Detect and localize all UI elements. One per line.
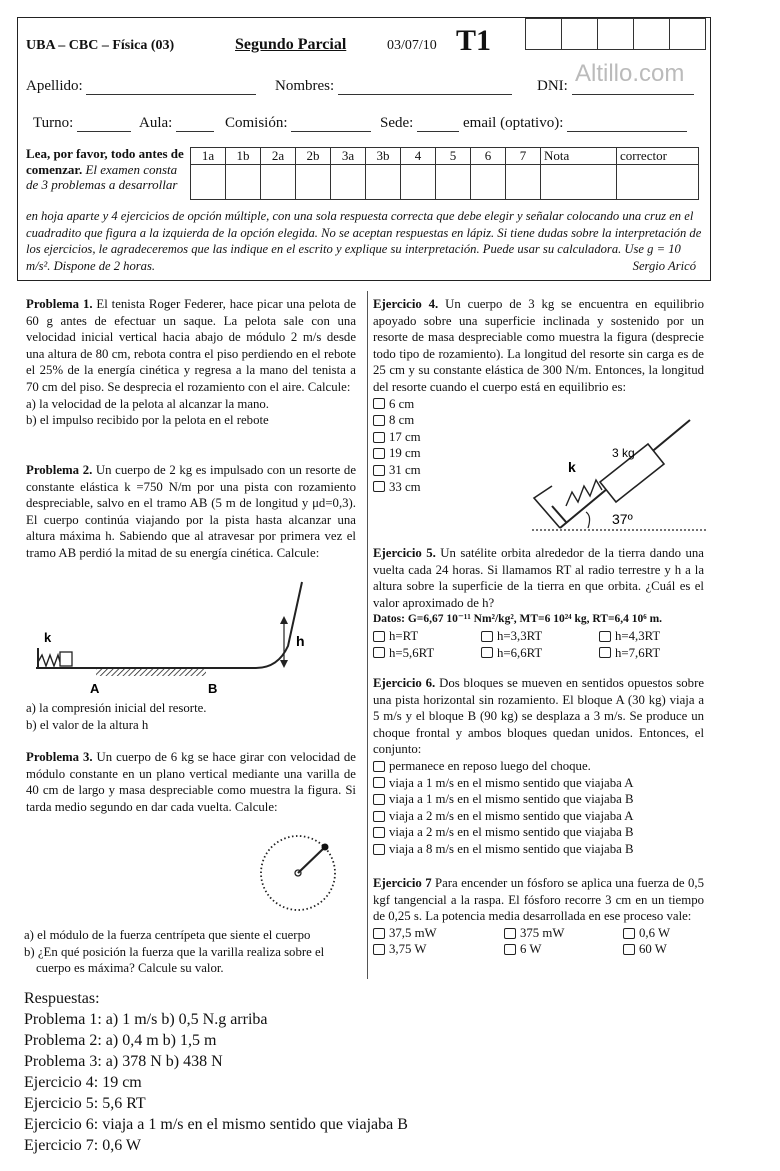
checkbox[interactable] (599, 647, 611, 658)
instructions-text (26, 208, 706, 274)
rough-segment-AB (96, 668, 206, 676)
grade-cell[interactable] (471, 165, 506, 200)
option-label: h=3,3RT (497, 628, 543, 643)
dni-field[interactable] (537, 78, 694, 95)
checkbox[interactable] (373, 944, 385, 955)
exercise-6-option[interactable] (373, 791, 704, 808)
problem-1-text: El tenista Roger Federer, hace picar una pelota de 60 g antes de efectuar un saque. La pelota sale con una velocidad inicial vertical hacia abajo de módulo 2 m/s desde una altura de 80 cm, rebota contra el piso perdiendo en el rebote el 25% de la energía cinética y regresa a la mano del tenista a 70 cm del piso. Se desprecia el rozamiento con el aire. Calcule: (26, 297, 357, 394)
option-label: h=4,3RT (615, 628, 661, 643)
problem-2-part-a: a) la compresión inicial del resorte. (26, 701, 207, 715)
checkbox[interactable] (623, 928, 635, 939)
checkbox[interactable] (373, 844, 385, 855)
sede-field[interactable] (380, 115, 459, 132)
exercise-4-text: Un cuerpo de 3 kg se encuentra en equilibrio apoyado sobre una superficie inclinada y sostenido por un resorte de masa despreciable como muestra la figura (desprecie todo tipo de rozamiento). La longitud del resorte sin carga es de 25 cm y su constante elástica de 300 N/m. Entonces, la longitud del resorte cuando el cuerpo está en equilibrio es: (373, 297, 705, 394)
comision-line[interactable] (291, 131, 371, 132)
checkbox[interactable] (373, 827, 385, 838)
spring-k-label: k (568, 459, 576, 475)
exercise-4-title: Ejercicio 4. (373, 297, 439, 311)
grade-cell[interactable] (366, 165, 401, 200)
exercise-5-option[interactable] (481, 628, 599, 645)
nombres-field[interactable] (275, 78, 512, 95)
checkbox[interactable] (373, 811, 385, 822)
checkbox[interactable] (504, 928, 516, 939)
checkbox[interactable] (373, 432, 385, 443)
exercise-5-title: Ejercicio 5. (373, 546, 436, 560)
course-name: UBA – CBC – Física (03) (26, 38, 175, 53)
angle-label: 37º (612, 511, 633, 527)
point-A-label: A (90, 681, 100, 696)
code-box[interactable] (597, 18, 633, 50)
grade-col-header: 1b (226, 148, 261, 165)
apellido-field[interactable] (26, 78, 256, 95)
author-name: Sergio Aricó (632, 258, 696, 273)
option-label: viaja a 1 m/s en el mismo sentido que viajaba B (389, 792, 634, 807)
aula-line[interactable] (176, 131, 214, 132)
option-label: 8 cm (389, 413, 415, 428)
exercise-6-option[interactable] (373, 808, 704, 825)
exercise-7-text: Para encender un fósforo se aplica una fuerza de 0,5 kgf tangencial a la raspa. El fósforo recorre 3 cm en un tiempo de 0,25 s. La potencia media desarrollada en ese proceso vale: (373, 876, 704, 924)
option-label: h=5,6RT (389, 645, 435, 660)
point-B-label: B (208, 681, 218, 696)
answer-line: Ejercicio 4: 19 cm (24, 1074, 142, 1091)
code-box[interactable] (525, 18, 561, 50)
answers-title: Respuestas: (24, 990, 100, 1007)
exercise-5-option[interactable] (373, 645, 481, 662)
block (60, 652, 72, 666)
spring (38, 655, 60, 666)
apellido-label: Apellido: (26, 78, 83, 94)
exercise-7-option[interactable] (373, 941, 504, 958)
exercise-7-option[interactable] (623, 941, 704, 958)
instructions-intro (26, 146, 184, 193)
exercise-5-option[interactable] (599, 645, 704, 662)
email-field[interactable] (463, 115, 687, 132)
grade-col-header: 6 (471, 148, 506, 165)
angle-arc (586, 512, 590, 528)
option-label: 6 cm (389, 396, 415, 411)
turno-line[interactable] (77, 131, 131, 132)
sede-label: Sede: (380, 115, 414, 131)
watermark-logo: Altillo.com (575, 60, 685, 87)
grade-col-header: 3b (366, 148, 401, 165)
grade-cell[interactable] (261, 165, 296, 200)
exercise-7-option[interactable] (373, 925, 504, 942)
problem-3 (26, 749, 356, 815)
grade-cell[interactable] (617, 165, 699, 200)
grade-table (190, 147, 699, 200)
answer-line: Ejercicio 6: viaja a 1 m/s en el mismo sentido que viajaba B (24, 1116, 408, 1133)
checkbox[interactable] (373, 481, 385, 492)
problem-1 (26, 296, 356, 429)
problem-2-part-b: b) el valor de la altura h (26, 717, 149, 732)
exercise-5-option[interactable] (373, 628, 481, 645)
problem-3-parts (24, 927, 360, 977)
exam-title: Segundo Parcial (235, 36, 347, 53)
exercise-7-option[interactable] (504, 941, 623, 958)
exam-topic: T1 (456, 24, 492, 57)
exercise-6-text: Dos bloques se mueven en sentidos opuestos sobre una pista horizontal sin rozamiento. El bloque A (30 kg) viaja a 5 m/s y el bloque B (90 kg) se desplaza a 3 m/s. Se produce un choque frontal y ambos bloques quedan unidos. Entonces, el conjunto: (373, 676, 705, 757)
height-h-label: h (296, 633, 305, 649)
checkbox[interactable] (373, 647, 385, 658)
exercise-5 (373, 545, 704, 661)
grade-entry-row (191, 165, 699, 200)
checkbox[interactable] (373, 631, 385, 642)
option-label: 3,75 W (389, 942, 427, 957)
nombres-label: Nombres: (275, 78, 335, 94)
problem-2-parts (26, 700, 356, 733)
code-box[interactable] (561, 18, 597, 50)
problem-1-part-b: b) el impulso recibido por la pelota en el rebote (26, 413, 269, 428)
height-arrow-bottom (280, 660, 288, 668)
track-diagram (26, 580, 326, 698)
code-box[interactable] (669, 18, 706, 50)
option-label: h=6,6RT (497, 645, 543, 660)
grade-col-header: Nota (541, 148, 617, 165)
answer-line: Ejercicio 7: 0,6 W (24, 1137, 141, 1154)
option-label: viaja a 8 m/s en el mismo sentido que viajaba B (389, 841, 634, 856)
rod (298, 848, 324, 873)
exercise-6-option[interactable] (373, 775, 704, 792)
grade-col-header: 3a (331, 148, 366, 165)
option-label: 31 cm (389, 462, 421, 477)
option-label: viaja a 2 m/s en el mismo sentido que viajaba B (389, 825, 634, 840)
checkbox[interactable] (373, 415, 385, 426)
exercise-5-option[interactable] (599, 628, 704, 645)
exercise-7-title: Ejercicio 7 (373, 876, 432, 890)
grade-cell[interactable] (296, 165, 331, 200)
grade-col-header: 4 (401, 148, 436, 165)
grade-cell[interactable] (506, 165, 541, 200)
spring-k-label: k (44, 630, 52, 645)
grade-col-header: 2a (261, 148, 296, 165)
answers-section (24, 988, 408, 1156)
problem-2-title: Problema 2. (26, 463, 93, 477)
exercise-6-option[interactable] (373, 824, 704, 841)
option-label: viaja a 1 m/s en el mismo sentido que viajaba A (389, 775, 634, 790)
incline-base (534, 486, 560, 528)
option-label: h=RT (389, 628, 419, 643)
email-label: email (optativo): (463, 115, 564, 131)
instructions-body: en hoja aparte y 4 ejercicios de opción múltiple, con una sola respuesta correcta que debe elegir y señalar colocando una cruz en el cuadradito que figura a la izquierda de la opción elegida. No se aceptan respuestas en lápiz. Si tiene dudas sobre la interpretación de los ejercicios, le agradeceremos que las indique en el escrito y explique su interpretación. Puede usar su calculadora. Use g = 10 m/s². Dispone de 2 horas. (26, 209, 702, 273)
exercise-6-option[interactable] (373, 758, 704, 775)
checkbox[interactable] (373, 465, 385, 476)
checkbox[interactable] (504, 944, 516, 955)
instructions-italic: El examen consta de 3 problemas a desarrollar (26, 161, 178, 192)
checkbox[interactable] (373, 448, 385, 459)
option-label: 37,5 mW (389, 925, 437, 940)
dni-label: DNI: (537, 78, 568, 94)
exercise-6 (373, 675, 704, 858)
option-label: 6 W (520, 942, 542, 957)
nombres-line[interactable] (338, 94, 512, 95)
track-surface (36, 582, 302, 668)
answer-line: Ejercicio 5: 5,6 RT (24, 1095, 146, 1112)
exercise-6-title: Ejercicio 6. (373, 676, 436, 690)
spring (566, 480, 602, 506)
problem-2 (26, 462, 356, 562)
option-label: 60 W (639, 942, 667, 957)
grade-cell[interactable] (401, 165, 436, 200)
option-label: 17 cm (389, 429, 421, 444)
grade-cell[interactable] (191, 165, 226, 200)
circular-motion-diagram (258, 832, 340, 914)
answer-line: Problema 1: a) 1 m/s b) 0,5 N.g arriba (24, 1011, 268, 1028)
comision-field[interactable] (225, 115, 371, 132)
grade-cell[interactable] (331, 165, 366, 200)
checkbox[interactable] (481, 647, 493, 658)
grade-cell[interactable] (541, 165, 617, 200)
option-label: 19 cm (389, 446, 421, 461)
apellido-line[interactable] (86, 94, 256, 95)
checkbox[interactable] (623, 944, 635, 955)
option-label: 33 cm (389, 479, 421, 494)
problem-3-title: Problema 3. (26, 750, 93, 764)
exercise-5-data: Datos: G=6,67 10⁻¹¹ Nm²/kg², MT=6 10²⁴ kg, RT=6,4 10⁶ m. (373, 613, 663, 626)
turno-label: Turno: (33, 115, 74, 131)
exercise-5-option[interactable] (481, 645, 599, 662)
problem-3-part-b: b) ¿En qué posición la fuerza que la varilla realiza sobre el cuerpo es máxima? Calcule su valor. (24, 944, 325, 976)
topic-code-boxes (525, 18, 706, 50)
exercise-7-option[interactable] (504, 925, 623, 942)
dni-line[interactable] (572, 94, 694, 95)
grade-col-header: corrector (617, 148, 699, 165)
option-label: h=7,6RT (615, 645, 661, 660)
option-label: permanece en reposo luego del choque. (389, 758, 591, 773)
problem-3-part-a: a) el módulo de la fuerza centrípeta que siente el cuerpo (24, 928, 311, 942)
exercise-5-text: Un satélite orbita alrededor de la tierra dando una vuelta cada 24 horas. Si llamamos RT al radio terrestre y h a la altura sobre la superficie de la tierra en que orbita. ¿Cuál es el valor aproximado de h? (373, 546, 704, 610)
sede-line[interactable] (417, 131, 459, 132)
exercise-6-option[interactable] (373, 841, 704, 858)
grade-col-header: 2b (296, 148, 331, 165)
problem-2-text: Un cuerpo de 2 kg es impulsado con un resorte de constante elástica k =750 N/m por una pista con rozamiento despreciable, salvo en el tramo AB (5 m de longitud y μd=0,3). El cuerpo continúa viajando por la pista hasta alcanzar una altura máxima h. Sabiendo que al atravesar por primera vez el tramo AB perdió la mitad de su energía cinética. Calcule: (26, 463, 356, 560)
grade-col-header: 5 (436, 148, 471, 165)
grade-cell[interactable] (226, 165, 261, 200)
checkbox[interactable] (373, 761, 385, 772)
grade-col-header: 7 (506, 148, 541, 165)
checkbox[interactable] (373, 777, 385, 788)
aula-label: Aula: (139, 115, 173, 131)
checkbox[interactable] (373, 794, 385, 805)
checkbox[interactable] (599, 631, 611, 642)
email-line[interactable] (567, 131, 687, 132)
incline-stop (552, 506, 566, 522)
incline-diagram (530, 406, 710, 536)
option-label: viaja a 2 m/s en el mismo sentido que viajaba A (389, 808, 634, 823)
answer-line: Problema 2: a) 0,4 m b) 1,5 m (24, 1032, 217, 1049)
comision-label: Comisión: (225, 115, 288, 131)
checkbox[interactable] (481, 631, 493, 642)
option-label: 375 mW (520, 925, 565, 940)
block-mass-label: 3 kg (612, 446, 635, 460)
code-box[interactable] (633, 18, 669, 50)
grade-header-row (191, 148, 699, 165)
exam-date: 03/07/10 (387, 38, 437, 53)
problem-1-title: Problema 1. (26, 297, 93, 311)
aula-field[interactable] (139, 115, 214, 132)
checkbox[interactable] (373, 928, 385, 939)
answer-line: Problema 3: a) 378 N b) 438 N (24, 1053, 223, 1070)
checkbox[interactable] (373, 398, 385, 409)
option-label: 0,6 W (639, 925, 671, 940)
problem-1-part-a: a) la velocidad de la pelota al alcanzar la mano. (26, 396, 270, 411)
exercise-7-option[interactable] (623, 925, 704, 942)
height-arrow-top (280, 616, 288, 624)
instructions-bold: Lea, por favor, todo antes de comenzar. (26, 146, 184, 177)
grade-col-header: 1a (191, 148, 226, 165)
problem-3-text: Un cuerpo de 6 kg se hace girar con velocidad de módulo constante en un plano vertical mediante una varilla de 40 cm de largo y masa despreciable como muestra la figura. Si tarda medio segundo en dar cada vuelta. Calcule: (26, 750, 356, 814)
column-divider (367, 291, 368, 979)
grade-cell[interactable] (436, 165, 471, 200)
turno-field[interactable] (33, 115, 131, 132)
exercise-7 (373, 875, 704, 958)
rotating-body (322, 844, 329, 851)
